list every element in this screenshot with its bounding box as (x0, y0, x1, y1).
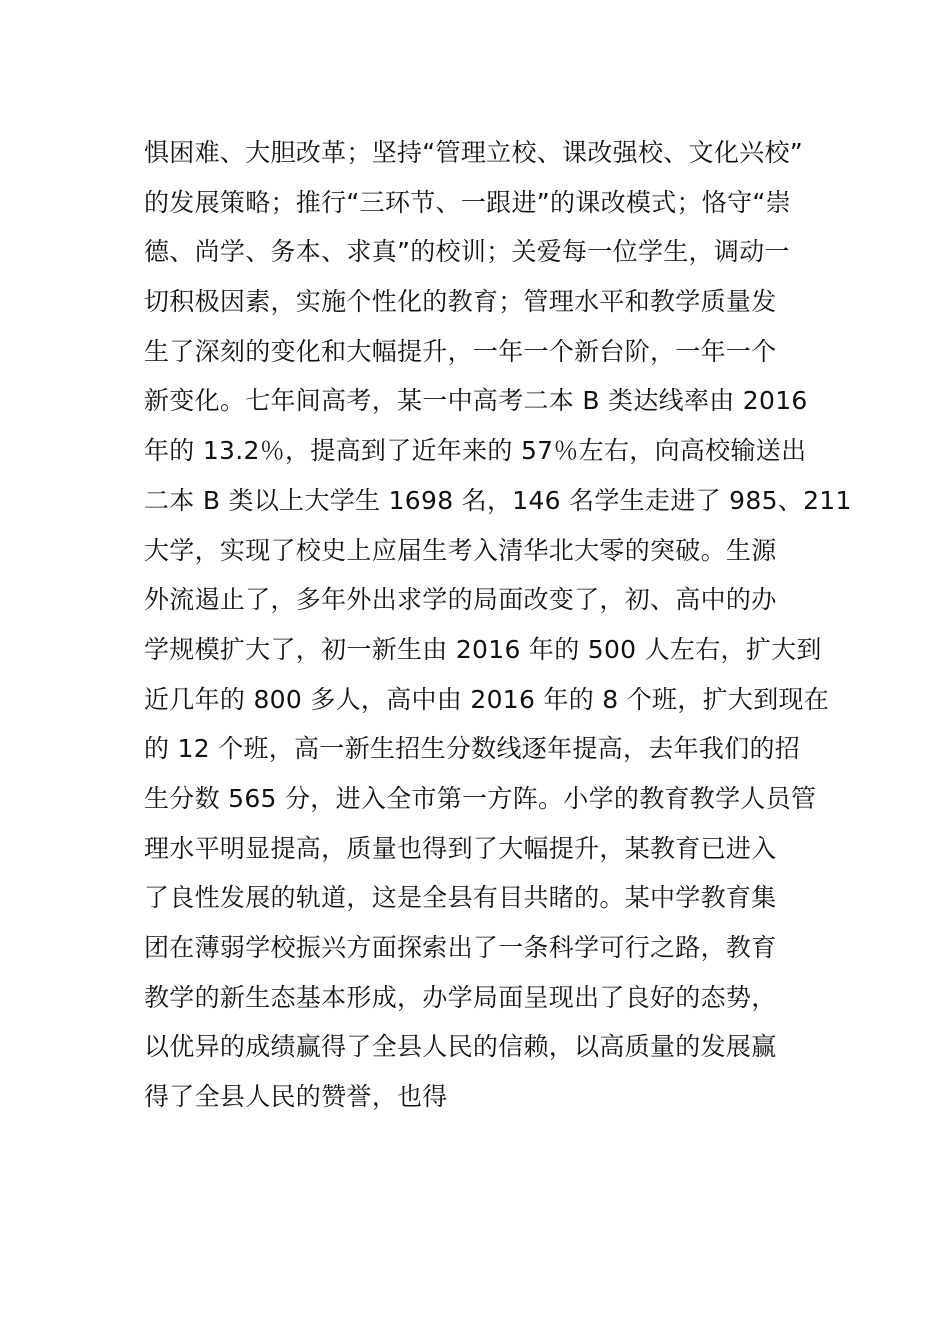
text-line: 学规模扩大了，初一新生由 2016 年的 500 人左右，扩大到 (144, 634, 822, 664)
text-line: 生分数 565 分，进入全市第一方阵。小学的教育教学人员管 (144, 783, 817, 813)
text-line: 年的 13.2％，提高到了近年来的 57％左右，向高校输送出 (144, 436, 807, 466)
text-line: 理水平明显提高，质量也得到了大幅提升，某教育已进入 (144, 833, 777, 863)
text-line: 生了深刻的变化和大幅提升，一年一个新台阶，一年一个 (144, 336, 777, 366)
text-line: 团在薄弱学校振兴方面探索出了一条科学可行之路，教育 (144, 933, 777, 962)
text-line: 大学，实现了校史上应届生考入清华北大零的突破。生源 (144, 535, 777, 565)
text-line: 近几年的 800 多人，高中由 2016 年的 8 个班，扩大到现在 (144, 684, 830, 714)
text-line: 二本 B 类以上大学生 1698 名，146 名学生走进了 985、211 (144, 485, 852, 515)
text-line: 德、尚学、务本、求真”的校训；关爱每一位学生，调动一 (144, 237, 790, 267)
text-line: 新变化。七年间高考，某一中高考二本 B 类达线率由 2016 (144, 386, 808, 416)
text-line: 教学的新生态基本形成，办学局面呈现出了良好的态势， (144, 982, 777, 1012)
text-line: 惧困难、大胆改革；坚持“管理立校、课改强校、文化兴校” (144, 138, 804, 167)
text-line: 切积极因素，实施个性化的教育；管理水平和教学质量发 (144, 287, 777, 317)
text-line: 得了全县人民的赞誉，也得 (144, 1082, 448, 1112)
text-line: 外流遏止了，多年外出求学的局面改变了，初、高中的办 (144, 585, 777, 615)
text-line: 的 12 个班，高一新生招生分数线逐年提高，去年我们的招 (144, 734, 801, 764)
text-line: 了良性发展的轨道，这是全县有目共睹的。某中学教育集 (144, 883, 777, 913)
text-line: 以优异的成绩赢得了全县人民的信赖，以高质量的发展赢 (144, 1032, 777, 1062)
body-paragraph (144, 128, 852, 1122)
text-line: 的发展策略；推行“三环节、一跟进”的课改模式；恪守“崇 (144, 187, 791, 217)
